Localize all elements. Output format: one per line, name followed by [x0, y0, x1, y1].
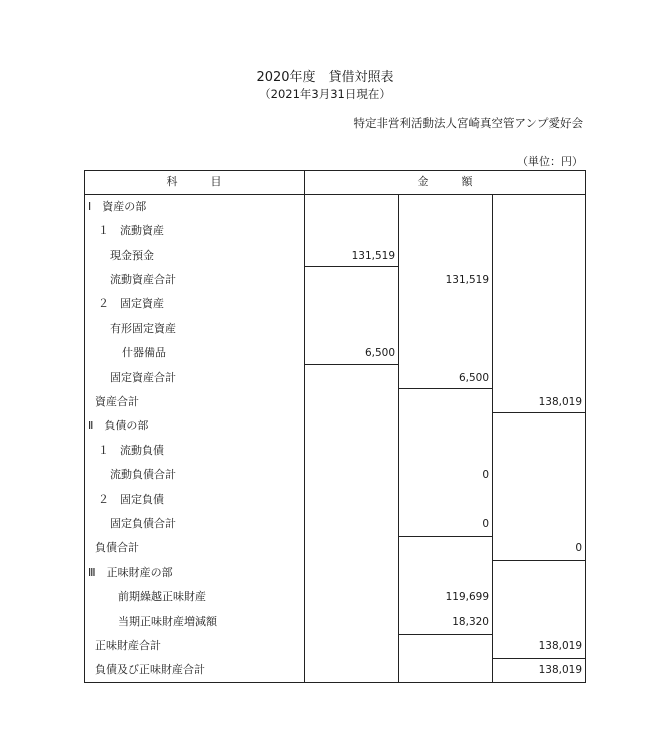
row-label-net-assets-total: 正味財産合計 — [95, 639, 161, 652]
value-net-assets-change: 18,320 — [452, 616, 489, 628]
row-label-liabilities-and-net-assets-total: 負債及び正味財産合計 — [95, 663, 205, 676]
account-column-header: 科 目 — [166, 175, 222, 188]
row-label-current-liabilities-total: 流動負債合計 — [110, 468, 176, 481]
row-label-current-assets-total: 流動資産合計 — [110, 273, 176, 286]
value-cash: 131,519 — [351, 250, 395, 262]
row-label-fixed-liabilities: ２ 固定負債 — [98, 493, 164, 506]
value-fixed-assets-total: 6,500 — [458, 372, 489, 384]
value-liabilities-and-net-assets-total: 138,019 — [538, 664, 582, 676]
unit-label: （単位：円） — [517, 155, 583, 168]
value-current-assets-total: 131,519 — [445, 274, 489, 286]
value-fixtures: 6,500 — [364, 347, 395, 359]
value-total-assets: 138,019 — [538, 396, 582, 408]
value-prior-net-assets: 119,699 — [445, 591, 489, 603]
amount-column-header: 金 額 — [417, 175, 473, 188]
value-net-assets-total: 138,019 — [538, 640, 582, 652]
row-label-prior-net-assets: 前期繰越正味財産 — [118, 590, 206, 603]
row-label-fixed-assets: ２ 固定資産 — [98, 297, 164, 310]
row-label-assets-section: Ⅰ 資産の部 — [88, 200, 147, 213]
row-label-current-liabilities: １ 流動負債 — [98, 444, 164, 457]
row-label-fixed-assets-total: 固定資産合計 — [110, 371, 176, 384]
row-label-total-assets: 資産合計 — [95, 395, 139, 408]
row-label-net-assets-change: 当期正味財産増減額 — [118, 615, 217, 628]
organization-name: 特定非営利活動法人宮崎真空管アンプ愛好会 — [353, 116, 583, 130]
as-of-date: （2021年3月31日現在） — [259, 87, 391, 101]
row-label-net-assets-section: Ⅲ 正味財産の部 — [88, 566, 173, 579]
row-label-total-liabilities: 負債合計 — [95, 541, 139, 554]
row-label-tangible-fixed-assets: 有形固定資産 — [110, 322, 176, 335]
document-title: 2020年度 貸借対照表 — [256, 70, 394, 85]
value-total-liabilities: 0 — [575, 542, 582, 554]
row-label-current-assets: １ 流動資産 — [98, 224, 164, 237]
row-label-cash: 現金預金 — [110, 249, 154, 262]
value-current-liabilities-total: 0 — [482, 469, 489, 481]
row-label-liabilities-section: Ⅱ 負債の部 — [88, 419, 149, 432]
table-border — [85, 171, 586, 683]
value-fixed-liabilities-total: 0 — [482, 518, 489, 530]
row-label-fixed-liabilities-total: 固定負債合計 — [110, 517, 176, 530]
row-label-fixtures: 什器備品 — [122, 346, 166, 359]
